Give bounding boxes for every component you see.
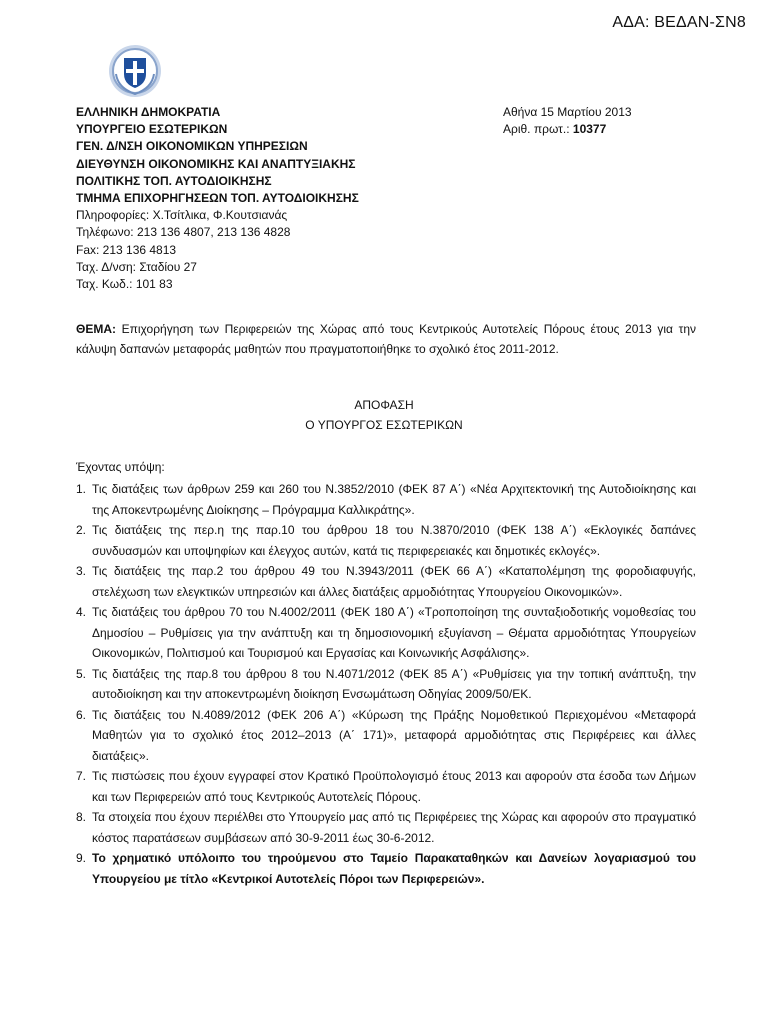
item-number: 2. [76, 523, 87, 537]
item-text: Τις διατάξεις του Ν.4089/2012 (ΦΕΚ 206 Α΄) «Κύρωση της Πράξης Νομοθετικού Περιεχομένου «Μεταφορά Μαθητών για το σχολικό έτος 2012–2013 (Α΄ 171)», μεταφορά αρμοδιότητας στις Περιφέρειες και άλλες διατάξεις». [92, 707, 696, 763]
subject-text: Επιχορήγηση των Περιφερειών της Χώρας από τους Κεντρικούς Αυτοτελείς Πόρους έτους 2013 για την κάλυψη δαπανών μεταφοράς μαθητών που πραγματοποιήθηκε το σχολικό έτος 2011-2012. [76, 322, 696, 356]
item-number: 5. [76, 666, 87, 681]
header-line: ΓΕΝ. Δ/ΝΣΗ ΟΙΚΟΝΟΜΙΚΩΝ ΥΠΗΡΕΣΙΩΝ [76, 139, 308, 154]
item-text: Το χρηματικό υπόλοιπο του τηρούμενου στο Ταμείο Παρακαταθηκών και Δανείων λογαριασμού του Υπουργείου με τίτλο «Κεντρικοί Αυτοτελείς Πόροι των Περιφερειών». [92, 851, 696, 886]
list-item [76, 520, 696, 561]
document-date: Αθήνα 15 Μαρτίου 2013 [503, 105, 632, 119]
header-line: ΠΟΛΙΤΙΚΗΣ ΤΟΠ. ΑΥΤΟΔΙΟΙΚΗΣΗΣ [76, 173, 272, 188]
list-item [76, 479, 696, 520]
contact-line: Fax: 213 136 4813 [76, 242, 177, 257]
item-number: 4. [76, 605, 87, 619]
item-text: Τις διατάξεις της παρ.8 του άρθρου 8 του Ν.4071/2012 (ΦΕΚ 85 Α΄) «Ρυθμίσεις για την τοπική ανάπτυξη, την αυτοδιοίκηση και την αποκεντρωμένη διοίκηση Ενσωμάτωση Οδηγίας 2009/50/ΕΚ. [92, 666, 696, 701]
minister-title: Ο ΥΠΟΥΡΓΟΣ ΕΣΩΤΕΡΙΚΩΝ [305, 418, 463, 432]
item-number: 8. [76, 810, 87, 824]
header-line: ΥΠΟΥΡΓΕΙΟ ΕΣΩΤΕΡΙΚΩΝ [76, 122, 228, 137]
protocol-label: Αριθ. πρωτ.: [503, 122, 573, 137]
subject-label: ΘΕΜΑ: [76, 322, 116, 336]
protocol-number: 10377 [572, 122, 607, 137]
list-item [76, 561, 696, 602]
contact-line: Πληροφορίες: Χ.Τσίτλικα, Φ.Κουτσιανάς [76, 208, 288, 223]
list-item [76, 602, 696, 664]
contact-line: Τηλέφωνο: 213 136 4807, 213 136 4828 [76, 225, 291, 240]
date-protocol-block [503, 104, 632, 138]
header-line: ΕΛΛΗΝΙΚΗ ΔΗΜΟΚΡΑΤΙΑ [76, 105, 221, 119]
item-text: Τις διατάξεις των άρθρων 259 και 260 του Ν.3852/2010 (ΦΕΚ 87 Α΄) «Νέα Αρχιτεκτονική της Αυτοδιοίκησης και της Αποκεντρωμένης Διοίκησης – Πρόγραμμα Καλλικράτης». [92, 482, 696, 517]
item-number: 6. [76, 707, 87, 722]
ada-code: ΑΔΑ: ΒΕΔΑΝ-ΣΝ8 [612, 14, 746, 31]
contact-line: Ταχ. Δ/νση: Σταδίου 27 [76, 259, 197, 274]
decision-title: ΑΠΟΦΑΣΗ [354, 398, 414, 412]
considerations-intro: Έχοντας υπόψη: [76, 460, 165, 474]
item-text: Τις διατάξεις της παρ.2 του άρθρου 49 του Ν.3943/2011 (ΦΕΚ 66 Α΄) «Καταπολέμηση της φοροδιαφυγής, στελέχωση των ελεγκτικών υπηρεσιών και άλλες διατάξεις αρμοδιότητας Υπουργείου Οικονομικών». [92, 564, 696, 599]
item-number: 7. [76, 769, 87, 783]
list-item [76, 848, 696, 889]
header-line: ΔΙΕΥΘΥΝΣΗ ΟΙΚΟΝΟΜΙΚΗΣ ΚΑΙ ΑΝΑΠΤΥΞΙΑΚΗΣ [76, 156, 356, 171]
item-number: 1. [76, 482, 87, 496]
item-text: Τις διατάξεις του άρθρου 70 του Ν.4002/2011 (ΦΕΚ 180 Α΄) «Τροποποίηση της συνταξιοδοτικής νομοθεσίας του Δημοσίου – Ρυθμίσεις για την ανάπτυξη και τη δημοσιονομική εξυγίανση – Θέματα αρμοδιότητας Υπουργείων Οικονομικών, Πολιτισμού και Τουρισμού και Εργασίας και Κοινωνικής Ασφάλισης». [92, 605, 696, 660]
item-text: Τα στοιχεία που έχουν περιέλθει στο Υπουργείο μας από τις Περιφέρειες της Χώρας και αφορούν στο πραγματικό κόστος παρατάσεων συμβάσεων από 30-9-2011 έως 30-6-2012. [92, 810, 696, 845]
item-text: Τις πιστώσεις που έχουν εγγραφεί στον Κρατικό Προϋπολογισμό έτους 2013 και αφορούν στα έσοδα των Δήμων και των Περιφερειών από τους Κεντρικούς Αυτοτελείς Πόρους. [92, 769, 696, 804]
greek-coat-of-arms-icon [108, 44, 162, 98]
protocol-number-line [503, 121, 632, 138]
list-item [76, 664, 696, 705]
header-line: ΤΜΗΜΑ ΕΠΙΧΟΡΗΓΗΣΕΩΝ ΤΟΠ. ΑΥΤΟΔΙΟΙΚΗΣΗΣ [76, 191, 359, 206]
contact-line: Ταχ. Κωδ.: 101 83 [76, 277, 173, 292]
subject-paragraph [76, 319, 696, 359]
item-number: 9. [76, 851, 87, 865]
list-item [76, 807, 696, 848]
item-number: 3. [76, 564, 87, 578]
list-item [76, 766, 696, 807]
item-text: Τις διατάξεις της περ.η της παρ.10 του άρθρου 18 του Ν.3870/2010 (ΦΕΚ 138 Α΄) «Εκλογικές δαπάνες συνδυασμών και υποψηφίων και έλεγχος αυτών, κατά τις περιφερειακές και δημοτικές εκλογές». [92, 523, 696, 558]
issuer-header [76, 104, 359, 293]
considerations-list [76, 479, 696, 889]
list-item [76, 705, 696, 767]
